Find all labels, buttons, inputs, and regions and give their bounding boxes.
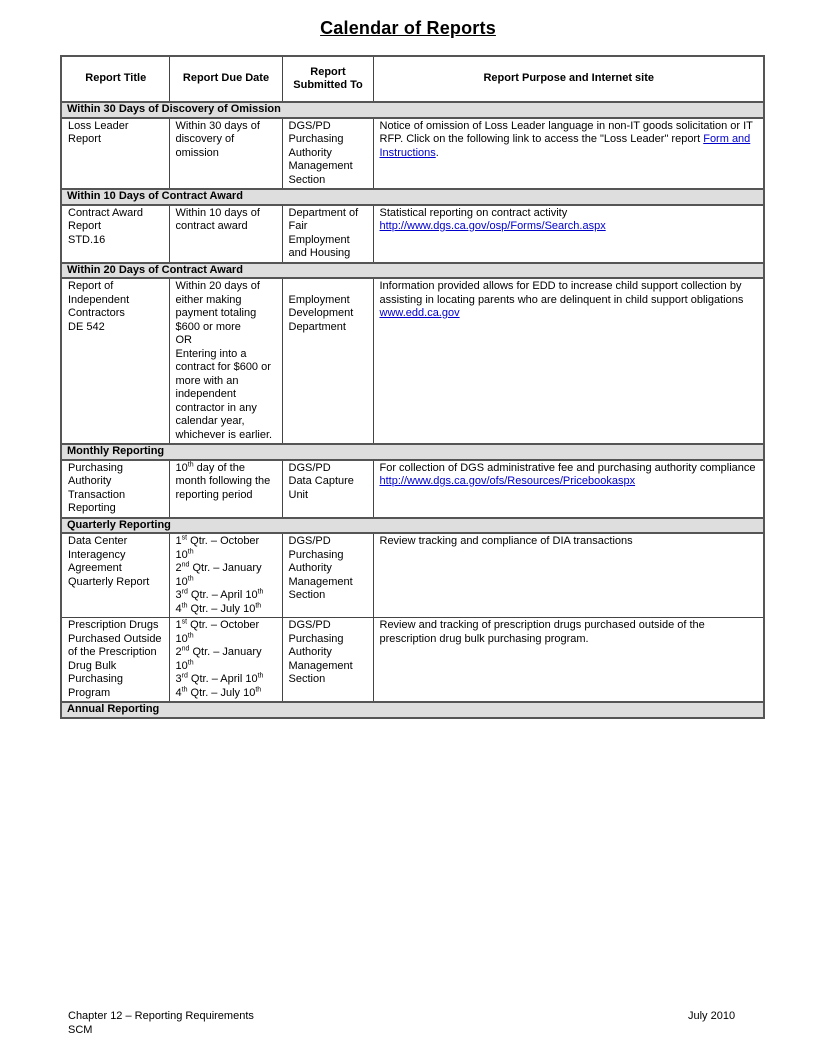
table-row	[61, 205, 764, 263]
section-label: Within 10 Days of Contract Award	[61, 189, 764, 205]
report-title-cell: Contract Award Report STD.16	[61, 205, 169, 263]
due-date-text: day of the month following the reporting period	[175, 461, 271, 501]
quarter-line: 2nd Qtr. – January 10th	[175, 645, 262, 672]
header-report-title: Report Title	[61, 56, 169, 102]
submitted-to-cell: DGS/PD Data Capture Unit	[282, 460, 373, 518]
quarter-line: 1st Qtr. – October 10th	[175, 618, 260, 645]
purpose-cell	[373, 205, 764, 263]
section-label: Quarterly Reporting	[61, 518, 764, 534]
report-title-cell: Purchasing Authority Transaction Reporting	[61, 460, 169, 518]
quarter-line: 2nd Qtr. – January 10th	[175, 561, 262, 588]
quarter-line: 4th Qtr. – July 10th	[175, 601, 262, 615]
footer-manual: SCM	[68, 1024, 93, 1036]
header-report-purpose: Report Purpose and Internet site	[373, 56, 764, 102]
due-day-suffix: th	[187, 460, 194, 468]
submitted-to-cell: DGS/PD Purchasing Authority Management Section	[282, 618, 373, 703]
due-date-cell: Within 30 days of discovery of omission	[169, 118, 282, 190]
due-date-cell	[169, 460, 282, 518]
purpose-text: Statistical reporting on contract activity	[379, 206, 568, 219]
header-report-due-date: Report Due Date	[169, 56, 282, 102]
purpose-text: For collection of DGS administrative fee and purchasing authority compliance	[379, 461, 756, 474]
submitted-to-cell: DGS/PD Purchasing Authority Management Section	[282, 118, 373, 190]
table-header-row	[61, 56, 764, 102]
report-title-cell: Loss Leader Report	[61, 118, 169, 190]
submitted-to-cell: Employment Development Department	[282, 278, 373, 444]
purpose-text: Information provided allows for EDD to increase child support collection by assisting in locating parents who are delinquent in child support obligations	[379, 280, 744, 306]
page-title: Calendar of Reports	[320, 18, 496, 38]
quarter-line: 1st Qtr. – October 10th	[175, 534, 260, 561]
section-header	[61, 702, 764, 718]
due-date-cell: Within 20 days of either making payment totaling $600 or more OR Entering into a contract for $600 or more with an independent contractor in any calendar year, whichever is earlier.	[169, 278, 282, 444]
submitted-to-cell: DGS/PD Purchasing Authority Management Section	[282, 533, 373, 618]
purpose-cell: Review and tracking of prescription drugs purchased outside of the prescription drug bulk purchasing program.	[373, 618, 764, 703]
purpose-cell	[373, 278, 764, 444]
header-report-submitted-to: Report Submitted To	[282, 56, 373, 102]
submitted-to-cell: Department of Fair Employment and Housing	[282, 205, 373, 263]
report-title-cell: Data Center Interagency Agreement Quarterly Report	[61, 533, 169, 618]
purpose-cell	[373, 460, 764, 518]
table-row	[61, 533, 764, 618]
report-title-cell: Prescription Drugs Purchased Outside of the Prescription Drug Bulk Purchasing Program	[61, 618, 169, 703]
section-label: Annual Reporting	[61, 702, 764, 718]
due-date-cell	[169, 533, 282, 618]
purpose-text: Notice of omission of Loss Leader language in non-IT goods solicitation or IT RFP. Click on the following link to access the "Loss Leader" report	[379, 119, 753, 145]
quarter-line: 3rd Qtr. – April 10th	[175, 672, 264, 685]
quarter-line: 4th Qtr. – July 10th	[175, 685, 262, 699]
table-row	[61, 118, 764, 190]
due-date-cell: Within 10 days of contract award	[169, 205, 282, 263]
section-label: Within 20 Days of Contract Award	[61, 263, 764, 279]
purpose-cell: Review tracking and compliance of DIA transactions	[373, 533, 764, 618]
table-row	[61, 278, 764, 444]
footer-chapter: Chapter 12 – Reporting Requirements	[68, 1010, 254, 1022]
form-and-instructions-link[interactable]: Form and Instructions	[379, 133, 751, 159]
pricebook-link[interactable]: http://www.dgs.ca.gov/ofs/Resources/Pricebookaspx	[379, 475, 636, 487]
table-row	[61, 460, 764, 518]
section-header	[61, 102, 764, 118]
dgs-forms-search-link[interactable]: http://www.dgs.ca.gov/osp/Forms/Search.aspx	[379, 220, 606, 232]
reports-table	[60, 55, 765, 719]
section-header	[61, 263, 764, 279]
section-header	[61, 189, 764, 205]
section-header	[61, 444, 764, 460]
edd-website-link[interactable]: www.edd.ca.gov	[379, 307, 460, 319]
footer-left	[68, 1009, 254, 1037]
quarter-line: 3rd Qtr. – April 10th	[175, 588, 264, 601]
purpose-suffix: .	[435, 146, 439, 159]
footer-date: July 2010	[688, 1010, 736, 1022]
report-title-cell: Report of Independent Contractors DE 542	[61, 278, 169, 444]
due-day-number: 10	[175, 461, 188, 474]
purpose-cell	[373, 118, 764, 190]
section-header	[61, 518, 764, 534]
section-label: Monthly Reporting	[61, 444, 764, 460]
due-date-cell	[169, 618, 282, 703]
table-row	[61, 618, 764, 703]
section-label: Within 30 Days of Discovery of Omission	[61, 102, 764, 118]
